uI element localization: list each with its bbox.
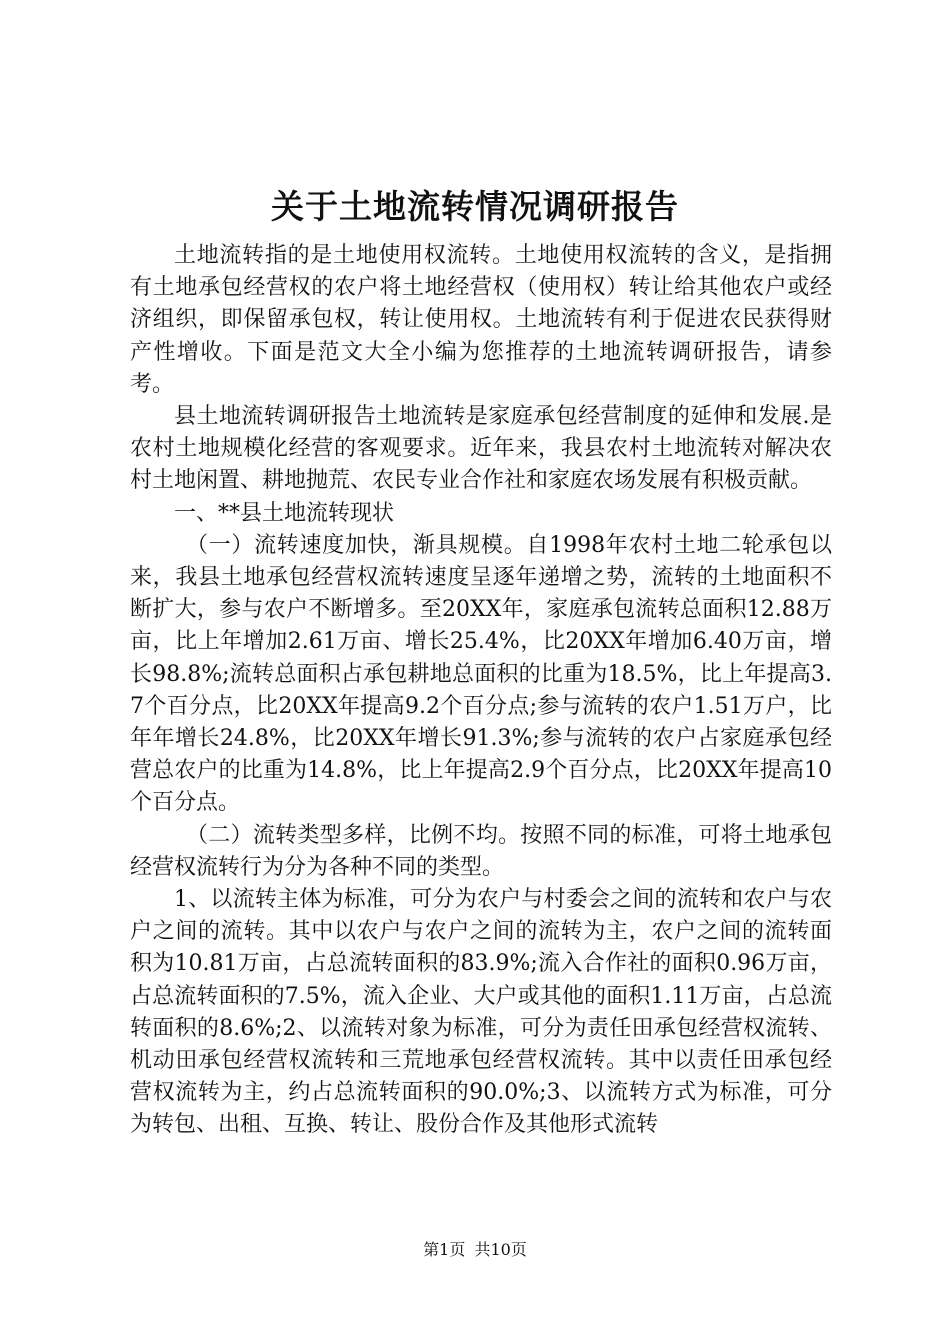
paragraph-subject-standard: 1、以流转主体为标准，可分为农户与村委会之间的流转和农户与农户之间的流转。其中以农户与农户之间的流转为主，农户之间的流转面积为10.81万亩，占总流转面积的83.9%;流入合作社的面积0.96万亩，占总流转面积的7.5%，流入企业、大户或其他的面积1.11万亩，占总流转面积的8.6%;2、以流转对象为标准，可分为责任田承包经营权流转、机动田承包经营权流转和三荒地承包经营权流转。其中以责任田承包经营权流转为主，约占总流转面积的90.0%;3、以流转方式为标准，可分为转包、出租、互换、转让、股份合作及其他形式流转 (130, 887, 832, 1138)
page-number: 第1页 (423, 1240, 466, 1259)
document-title: 关于土地流转情况调研报告 (271, 187, 679, 226)
paragraph-types: （二）流转类型多样，比例不均。按照不同的标准，可将土地承包经营权流转行为分为各种不同的类型。 (130, 822, 832, 880)
section-heading-status: 一、**县土地流转现状 (174, 500, 395, 526)
document-body (130, 240, 832, 1142)
paragraph-speed: （一）流转速度加快，渐具规模。自1998年农村土地二轮承包以来，我县土地承包经营权流转速度呈逐年递增之势，流转的土地面积不断扩大，参与农户不断增多。至20XX年，家庭承包流转总面积12.88万亩，比上年增加2.61万亩、增长25.4%，比20XX年增加6.40万亩，增长98.8%;流转总面积占承包耕地总面积的比重为18.5%，比上年提高3.7个百分点，比20XX年提高9.2个百分点;参与流转的农户1.51万户，比年年增长24.8%，比20XX年增长91.3%;参与流转的农户占家庭承包经营总农户的比重为14.8%，比上年提高2.9个百分点，比20XX年提高10个百分点。 (130, 532, 832, 816)
paragraph-intro: 土地流转指的是土地使用权流转。土地使用权流转的含义，是指拥有土地承包经营权的农户将土地经营权（使用权）转让给其他农户或经济组织，即保留承包权，转让使用权。土地流转有利于促进农民获得财产性增收。下面是范文大全小编为您推荐的土地流转调研报告，请参考。 (130, 243, 832, 397)
page-footer (0, 1238, 950, 1262)
page-total: 共10页 (474, 1240, 527, 1259)
paragraph-county-report: 县土地流转调研报告土地流转是家庭承包经营制度的延伸和发展.是农村土地规模化经营的客观要求。近年来，我县农村土地流转对解决农村土地闲置、耕地抛荒、农民专业合作社和家庭农场发展有积极贡献。 (130, 404, 832, 494)
